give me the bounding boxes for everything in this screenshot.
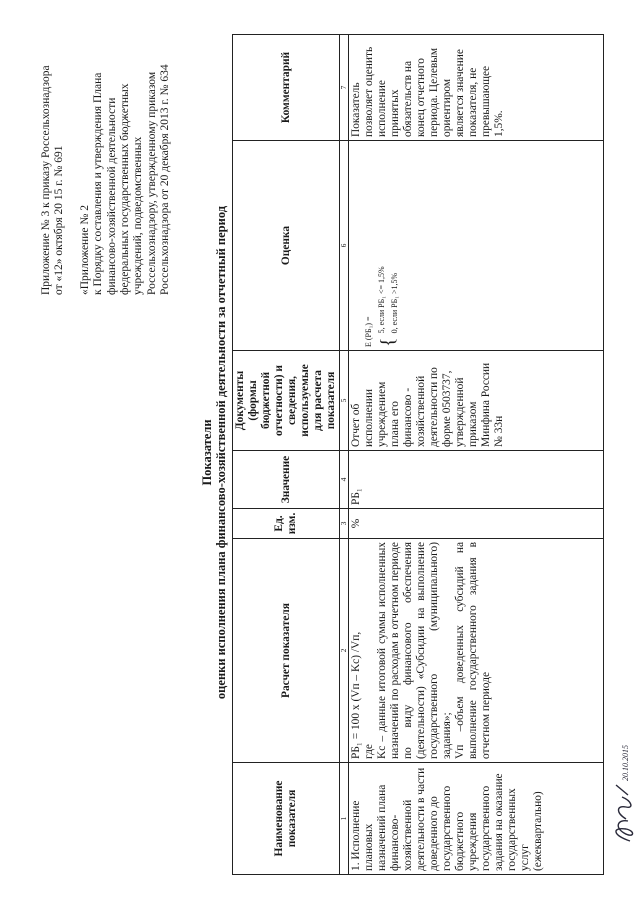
heading-title: Показатели bbox=[200, 419, 214, 486]
header-indicator-name: Наименование показателя bbox=[233, 763, 340, 875]
heading-subtitle: оценки исполнения плана финансово-хозяйственной деятельности за отчетный период bbox=[214, 205, 228, 700]
column-number: 2 bbox=[340, 539, 349, 763]
comment-cell: Показатель позволяет оценить исполнение принятых обязательств на конец отчетного периода. Целевым ориентиром является значение показателя, не превышающее 1,5%. bbox=[349, 35, 604, 141]
evaluation-cases bbox=[375, 144, 401, 347]
column-number-row bbox=[340, 35, 349, 875]
reference-line: к Порядку составления и утверждения Плана bbox=[92, 72, 105, 295]
appendix-line-2: от «12» октября 20 15 г. № 691 bbox=[53, 145, 66, 295]
formula: РБ₁ = 100 x (Vп – Kс) /Vп, bbox=[350, 631, 362, 759]
evaluation-case-1: 5, если РБ₁ <= 1,5% bbox=[377, 266, 386, 334]
appendix-header bbox=[40, 15, 173, 295]
indicators-table bbox=[232, 34, 604, 875]
appendix-line-1: Приложение № 3 к приказу Россельхознадзора bbox=[40, 65, 52, 295]
signature-stroke bbox=[616, 785, 633, 841]
reference-line: финансово-хозяйственной деятельности bbox=[105, 97, 118, 295]
reference-line: Россельхознадзора от 20 декабря 2013 г. № 634 bbox=[159, 64, 172, 295]
header-value: Значение bbox=[233, 451, 340, 509]
reference-line: федеральных государственных бюджетных bbox=[119, 83, 132, 295]
vp-definition: Vп –объем доведенных субсидий на выполнение государственного задания в отчетном периоде bbox=[454, 542, 492, 759]
column-number: 1 bbox=[340, 763, 349, 875]
header-evaluation: Оценка bbox=[233, 141, 340, 351]
column-number: 5 bbox=[340, 351, 349, 451]
column-number: 4 bbox=[340, 451, 349, 509]
header-calculation: Расчет показателя bbox=[233, 539, 340, 763]
handwritten-signature-icon bbox=[608, 735, 638, 845]
header-documents: Документы (формы бюджетной отчетности) и сведения, используемые для расчета показателя bbox=[233, 351, 340, 451]
header-unit: Ед. изм. bbox=[233, 509, 340, 539]
reference-line: Россельхознадзору, утвержденному приказом bbox=[145, 71, 158, 295]
header-comment: Комментарий bbox=[233, 35, 340, 141]
documents-cell: Отчет об исполнении учреждением плана его финансово - хозяйственной деятельности по форме 0503737, утвержденной приказом Минфина России № 33н bbox=[349, 351, 604, 451]
header-row bbox=[233, 35, 340, 875]
unit-cell: % bbox=[349, 509, 604, 539]
formula-where: где bbox=[363, 744, 375, 759]
evaluation-function: E (РБ₁) = bbox=[364, 316, 373, 347]
left-brace-icon: { bbox=[376, 337, 399, 347]
value-cell: РБ₁ bbox=[349, 451, 604, 509]
kc-definition: Kс – данные итоговой суммы исполненных назначений по расходам в отчетном периоде по виду финансового обеспечения (деятельности) «Субсидии на выполнение государственного (муниципального) задания»; bbox=[376, 542, 453, 759]
column-number: 3 bbox=[340, 509, 349, 539]
evaluation-case-2: 0, если РБ₁ >1,5% bbox=[390, 272, 399, 334]
calculation-cell bbox=[349, 539, 604, 763]
table-row bbox=[349, 35, 604, 875]
indicator-name-cell: 1. Исполнение плановых назначений плана финансово-хозяйственной деятельности в части доведенного до государственного бюджетного учреждения государственного задания на оказание государственных услуг (ежеквартально) bbox=[349, 763, 604, 875]
column-number: 6 bbox=[340, 141, 349, 351]
reference-line: учреждений, подведомственных bbox=[132, 136, 145, 295]
reference-line: «Приложение № 2 bbox=[78, 205, 91, 295]
evaluation-cell bbox=[349, 141, 604, 351]
column-number: 7 bbox=[340, 35, 349, 141]
document-heading bbox=[200, 0, 228, 905]
signature-date: 20.10.2015 bbox=[621, 745, 630, 781]
